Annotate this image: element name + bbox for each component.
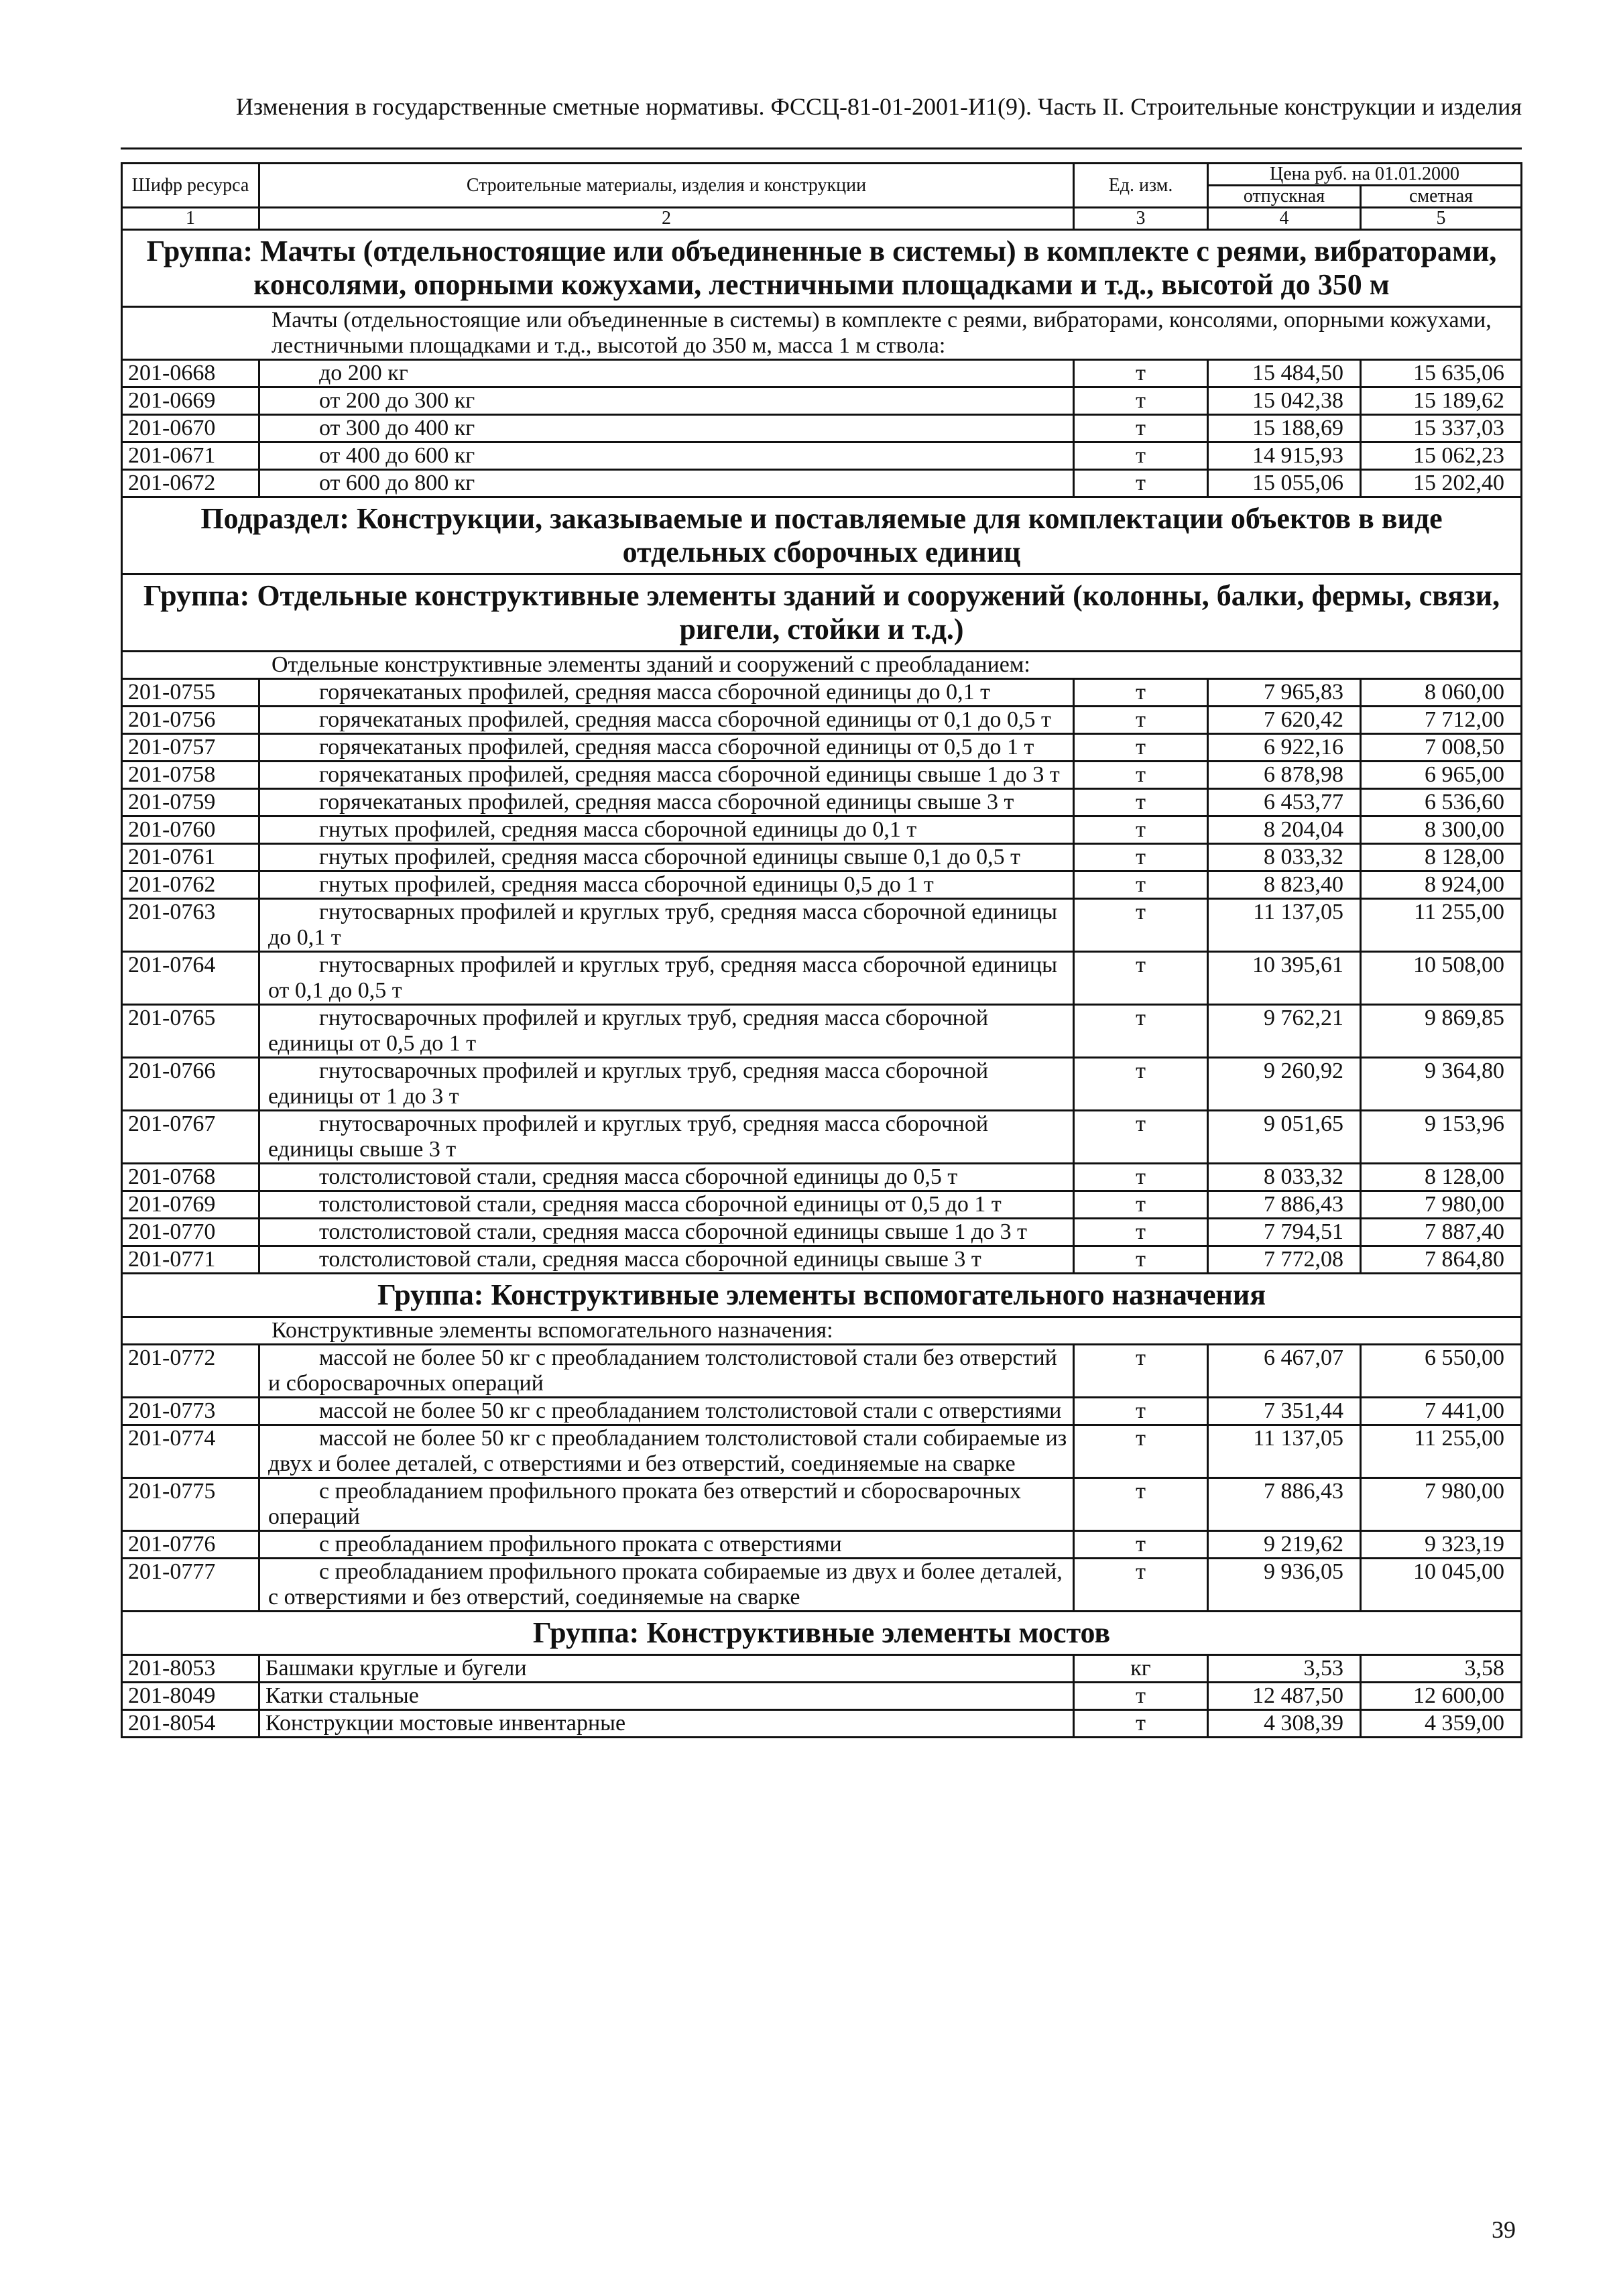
- estimate-price: 12 600,00: [1361, 1683, 1522, 1710]
- material-name: Конструкции мостовые инвентарные: [259, 1710, 1074, 1738]
- material-name: горячекатаных профилей, средняя масса сборочной единицы свыше 3 т: [259, 789, 1074, 817]
- estimate-price: 15 635,06: [1361, 360, 1522, 387]
- table-row: [122, 442, 1522, 470]
- unit: т: [1074, 817, 1208, 844]
- unit: т: [1074, 844, 1208, 871]
- header-name: Строительные материалы, изделия и конструкции: [259, 164, 1074, 208]
- material-name: до 200 кг: [259, 360, 1074, 387]
- group-heading: Группа: Отдельные конструктивные элементы зданий и сооружений (колонны, балки, фермы, связи, ригели, стойки и т.д.): [122, 575, 1522, 652]
- unit: т: [1074, 442, 1208, 470]
- table-row: [122, 762, 1522, 789]
- release-price: 9 219,62: [1208, 1531, 1361, 1559]
- material-name: горячекатаных профилей, средняя масса сборочной единицы от 0,1 до 0,5 т: [259, 707, 1074, 734]
- unit: т: [1074, 1005, 1208, 1058]
- release-price: 7 886,43: [1208, 1478, 1361, 1531]
- column-number: 5: [1361, 208, 1522, 230]
- unit: т: [1074, 1398, 1208, 1425]
- material-name: гнутых профилей, средняя масса сборочной единицы до 0,1 т: [259, 817, 1074, 844]
- material-name: горячекатаных профилей, средняя масса сборочной единицы до 0,1 т: [259, 679, 1074, 707]
- estimate-price: 10 508,00: [1361, 952, 1522, 1005]
- unit: т: [1074, 1425, 1208, 1478]
- table-row: [122, 817, 1522, 844]
- release-price: 7 772,08: [1208, 1246, 1361, 1274]
- resource-code: 201-0773: [122, 1398, 259, 1425]
- estimate-price: 11 255,00: [1361, 899, 1522, 952]
- estimate-price: 6 536,60: [1361, 789, 1522, 817]
- release-price: 6 467,07: [1208, 1345, 1361, 1398]
- unit: кг: [1074, 1655, 1208, 1683]
- material-name: от 600 до 800 кг: [259, 470, 1074, 497]
- estimate-price: 8 128,00: [1361, 1164, 1522, 1191]
- resource-code: 201-0758: [122, 762, 259, 789]
- resource-code: 201-0668: [122, 360, 259, 387]
- release-price: 7 965,83: [1208, 679, 1361, 707]
- unit: т: [1074, 1683, 1208, 1710]
- resource-code: 201-0761: [122, 844, 259, 871]
- table-row: [122, 1683, 1522, 1710]
- table-row: [122, 1345, 1522, 1398]
- resource-code: 201-8049: [122, 1683, 259, 1710]
- column-number: 2: [259, 208, 1074, 230]
- resource-code: 201-0757: [122, 734, 259, 762]
- release-price: 8 823,40: [1208, 871, 1361, 899]
- resource-code: 201-0762: [122, 871, 259, 899]
- estimate-price: 8 924,00: [1361, 871, 1522, 899]
- resource-code: 201-0768: [122, 1164, 259, 1191]
- resource-code: 201-0671: [122, 442, 259, 470]
- table-row: [122, 707, 1522, 734]
- estimate-price: 9 869,85: [1361, 1005, 1522, 1058]
- material-name: толстолистовой стали, средняя масса сборочной единицы свыше 1 до 3 т: [259, 1219, 1074, 1246]
- estimate-price: 6 965,00: [1361, 762, 1522, 789]
- release-price: 6 922,16: [1208, 734, 1361, 762]
- table-row: [122, 871, 1522, 899]
- release-price: 8 033,32: [1208, 844, 1361, 871]
- table-row: [122, 1710, 1522, 1738]
- release-price: 3,53: [1208, 1655, 1361, 1683]
- material-name: толстолистовой стали, средняя масса сборочной единицы свыше 3 т: [259, 1246, 1074, 1274]
- release-price: 4 308,39: [1208, 1710, 1361, 1738]
- table-row: [122, 679, 1522, 707]
- unit: т: [1074, 871, 1208, 899]
- estimate-price: 8 300,00: [1361, 817, 1522, 844]
- estimate-price: 15 202,40: [1361, 470, 1522, 497]
- unit: т: [1074, 734, 1208, 762]
- material-name: от 300 до 400 кг: [259, 415, 1074, 442]
- table-row: [122, 789, 1522, 817]
- subgroup-intro-row: [122, 307, 1522, 360]
- resource-code: 201-0775: [122, 1478, 259, 1531]
- material-name: Катки стальные: [259, 1683, 1074, 1710]
- release-price: 7 794,51: [1208, 1219, 1361, 1246]
- release-price: 9 936,05: [1208, 1559, 1361, 1612]
- header-divider: [121, 147, 1522, 149]
- material-name: гнутосварочных профилей и круглых труб, средняя масса сборочной единицы от 0,5 до 1 т: [259, 1005, 1074, 1058]
- subgroup-intro-row: [122, 652, 1522, 679]
- material-name: толстолистовой стали, средняя масса сборочной единицы до 0,5 т: [259, 1164, 1074, 1191]
- material-name: массой не более 50 кг с преобладанием толстолистовой стали без отверстий и сборосварочных операций: [259, 1345, 1074, 1398]
- material-name: Башмаки круглые и бугели: [259, 1655, 1074, 1683]
- unit: т: [1074, 762, 1208, 789]
- table-row: [122, 387, 1522, 415]
- column-number: 1: [122, 208, 259, 230]
- release-price: 15 188,69: [1208, 415, 1361, 442]
- estimate-price: 11 255,00: [1361, 1425, 1522, 1478]
- resource-code: 201-0670: [122, 415, 259, 442]
- header-estimate-price: сметная: [1361, 186, 1522, 208]
- resource-code: 201-0769: [122, 1191, 259, 1219]
- unit: т: [1074, 707, 1208, 734]
- table-row: [122, 1246, 1522, 1274]
- resource-code: 201-0774: [122, 1425, 259, 1478]
- resource-code: 201-0772: [122, 1345, 259, 1398]
- resource-code: 201-0767: [122, 1111, 259, 1164]
- unit: т: [1074, 1531, 1208, 1559]
- resource-code: 201-0760: [122, 817, 259, 844]
- estimate-price: 15 062,23: [1361, 442, 1522, 470]
- unit: т: [1074, 415, 1208, 442]
- release-price: 7 351,44: [1208, 1398, 1361, 1425]
- column-number: 3: [1074, 208, 1208, 230]
- group-heading-row: [122, 1612, 1522, 1655]
- column-number-row: [122, 208, 1522, 230]
- estimate-price: 7 980,00: [1361, 1191, 1522, 1219]
- estimate-price: 15 189,62: [1361, 387, 1522, 415]
- estimate-price: 7 008,50: [1361, 734, 1522, 762]
- material-name: толстолистовой стали, средняя масса сборочной единицы от 0,5 до 1 т: [259, 1191, 1074, 1219]
- release-price: 10 395,61: [1208, 952, 1361, 1005]
- material-name: гнутосварных профилей и круглых труб, средняя масса сборочной единицы от 0,1 до 0,5 т: [259, 952, 1074, 1005]
- release-price: 6 453,77: [1208, 789, 1361, 817]
- unit: т: [1074, 1559, 1208, 1612]
- material-name: гнутых профилей, средняя масса сборочной единицы свыше 0,1 до 0,5 т: [259, 844, 1074, 871]
- resource-code: 201-8053: [122, 1655, 259, 1683]
- subgroup-intro: Конструктивные элементы вспомогательного назначения:: [122, 1317, 1522, 1345]
- release-price: 15 042,38: [1208, 387, 1361, 415]
- release-price: 15 055,06: [1208, 470, 1361, 497]
- resource-code: 201-0669: [122, 387, 259, 415]
- group-heading-row: [122, 230, 1522, 307]
- material-name: с преобладанием профильного проката собираемые из двух и более деталей, с отверстиями и без отверстий, соединяемые на сварке: [259, 1559, 1074, 1612]
- resource-code: 201-0763: [122, 899, 259, 952]
- resource-code: 201-0771: [122, 1246, 259, 1274]
- table-row: [122, 899, 1522, 952]
- unit: т: [1074, 679, 1208, 707]
- release-price: 9 260,92: [1208, 1058, 1361, 1111]
- header-release-price: отпускная: [1208, 186, 1361, 208]
- release-price: 7 886,43: [1208, 1191, 1361, 1219]
- group-heading: Группа: Мачты (отдельностоящие или объединенные в системы) в комплекте с реями, вибраторами, консолями, опорными кожухами, лестничными площадками и т.д., высотой до 350 м: [122, 230, 1522, 307]
- estimate-price: 3,58: [1361, 1655, 1522, 1683]
- estimate-price: 15 337,03: [1361, 415, 1522, 442]
- release-price: 11 137,05: [1208, 899, 1361, 952]
- estimate-price: 6 550,00: [1361, 1345, 1522, 1398]
- unit: т: [1074, 1710, 1208, 1738]
- material-name: гнутых профилей, средняя масса сборочной единицы 0,5 до 1 т: [259, 871, 1074, 899]
- material-name: гнутосварочных профилей и круглых труб, средняя масса сборочной единицы от 1 до 3 т: [259, 1058, 1074, 1111]
- table-row: [122, 1058, 1522, 1111]
- material-name: массой не более 50 кг с преобладанием толстолистовой стали с отверстиями: [259, 1398, 1074, 1425]
- estimate-price: 9 323,19: [1361, 1531, 1522, 1559]
- release-price: 15 484,50: [1208, 360, 1361, 387]
- release-price: 8 033,32: [1208, 1164, 1361, 1191]
- table-row: [122, 415, 1522, 442]
- unit: т: [1074, 789, 1208, 817]
- material-name: с преобладанием профильного проката без отверстий и сборосварочных операций: [259, 1478, 1074, 1531]
- unit: т: [1074, 1191, 1208, 1219]
- subgroup-intro: Мачты (отдельностоящие или объединенные в системы) в комплекте с реями, вибраторами, консолями, опорными кожухами, лестничными площадками и т.д., высотой до 350 м, масса 1 м ствола:: [122, 307, 1522, 360]
- resource-code: 201-0756: [122, 707, 259, 734]
- release-price: 9 051,65: [1208, 1111, 1361, 1164]
- table-row: [122, 1531, 1522, 1559]
- table-row: [122, 1559, 1522, 1612]
- subgroup-intro-row: [122, 1317, 1522, 1345]
- estimate-price: 4 359,00: [1361, 1710, 1522, 1738]
- resource-code: 201-0759: [122, 789, 259, 817]
- unit: т: [1074, 470, 1208, 497]
- header-unit: Ед. изм.: [1074, 164, 1208, 208]
- estimate-price: 10 045,00: [1361, 1559, 1522, 1612]
- table-row: [122, 1478, 1522, 1531]
- page-number: 39: [1492, 2216, 1516, 2243]
- column-number: 4: [1208, 208, 1361, 230]
- table-row: [122, 360, 1522, 387]
- material-name: горячекатаных профилей, средняя масса сборочной единицы от 0,5 до 1 т: [259, 734, 1074, 762]
- estimate-price: 8 060,00: [1361, 679, 1522, 707]
- table-row: [122, 952, 1522, 1005]
- group-heading-row: [122, 575, 1522, 652]
- unit: т: [1074, 1111, 1208, 1164]
- estimate-price: 9 364,80: [1361, 1058, 1522, 1111]
- release-price: 8 204,04: [1208, 817, 1361, 844]
- table-row: [122, 844, 1522, 871]
- unit: т: [1074, 1246, 1208, 1274]
- material-name: с преобладанием профильного проката с отверстиями: [259, 1531, 1074, 1559]
- release-price: 7 620,42: [1208, 707, 1361, 734]
- estimate-price: 7 887,40: [1361, 1219, 1522, 1246]
- release-price: 14 915,93: [1208, 442, 1361, 470]
- unit: т: [1074, 1345, 1208, 1398]
- release-price: 12 487,50: [1208, 1683, 1361, 1710]
- resource-code: 201-0755: [122, 679, 259, 707]
- subgroup-intro: Отдельные конструктивные элементы зданий и сооружений с преобладанием:: [122, 652, 1522, 679]
- material-name: гнутосварных профилей и круглых труб, средняя масса сборочной единицы до 0,1 т: [259, 899, 1074, 952]
- resource-code: 201-0765: [122, 1005, 259, 1058]
- resource-code: 201-0672: [122, 470, 259, 497]
- group-heading: Подраздел: Конструкции, заказываемые и поставляемые для комплектации объектов в виде отдельных сборочных единиц: [122, 497, 1522, 575]
- estimate-price: 7 712,00: [1361, 707, 1522, 734]
- material-name: горячекатаных профилей, средняя масса сборочной единицы свыше 1 до 3 т: [259, 762, 1074, 789]
- table-row: [122, 1398, 1522, 1425]
- estimate-price: 8 128,00: [1361, 844, 1522, 871]
- header-code: Шифр ресурса: [122, 164, 259, 208]
- unit: т: [1074, 899, 1208, 952]
- unit: т: [1074, 1478, 1208, 1531]
- resource-code: 201-8054: [122, 1710, 259, 1738]
- table-row: [122, 1005, 1522, 1058]
- header-price: Цена руб. на 01.01.2000: [1208, 164, 1522, 186]
- running-header: Изменения в государственные сметные нормативы. ФССЦ-81-01-2001-И1(9). Часть II. Строительные конструкции и изделия: [235, 93, 1522, 120]
- release-price: 6 878,98: [1208, 762, 1361, 789]
- resource-code: 201-0764: [122, 952, 259, 1005]
- resource-code: 201-0766: [122, 1058, 259, 1111]
- table-row: [122, 734, 1522, 762]
- table-row: [122, 1111, 1522, 1164]
- table-row: [122, 1191, 1522, 1219]
- material-name: массой не более 50 кг с преобладанием толстолистовой стали собираемые из двух и более деталей, с отверстиями и без отверстий, соединяемые на сварке: [259, 1425, 1074, 1478]
- estimate-price: 7 441,00: [1361, 1398, 1522, 1425]
- estimate-price: 9 153,96: [1361, 1111, 1522, 1164]
- unit: т: [1074, 387, 1208, 415]
- group-heading: Группа: Конструктивные элементы вспомогательного назначения: [122, 1274, 1522, 1317]
- resource-code: 201-0770: [122, 1219, 259, 1246]
- table-row: [122, 1425, 1522, 1478]
- price-table: [121, 162, 1522, 1738]
- release-price: 11 137,05: [1208, 1425, 1361, 1478]
- unit: т: [1074, 1164, 1208, 1191]
- unit: т: [1074, 1219, 1208, 1246]
- release-price: 9 762,21: [1208, 1005, 1361, 1058]
- table-row: [122, 470, 1522, 497]
- resource-code: 201-0777: [122, 1559, 259, 1612]
- table-header-row: [122, 164, 1522, 186]
- material-name: от 400 до 600 кг: [259, 442, 1074, 470]
- table-row: [122, 1219, 1522, 1246]
- group-heading-row: [122, 1274, 1522, 1317]
- group-heading-row: [122, 497, 1522, 575]
- table-row: [122, 1164, 1522, 1191]
- unit: т: [1074, 1058, 1208, 1111]
- unit: т: [1074, 952, 1208, 1005]
- unit: т: [1074, 360, 1208, 387]
- estimate-price: 7 864,80: [1361, 1246, 1522, 1274]
- table-row: [122, 1655, 1522, 1683]
- material-name: гнутосварочных профилей и круглых труб, средняя масса сборочной единицы свыше 3 т: [259, 1111, 1074, 1164]
- material-name: от 200 до 300 кг: [259, 387, 1074, 415]
- estimate-price: 7 980,00: [1361, 1478, 1522, 1531]
- group-heading: Группа: Конструктивные элементы мостов: [122, 1612, 1522, 1655]
- resource-code: 201-0776: [122, 1531, 259, 1559]
